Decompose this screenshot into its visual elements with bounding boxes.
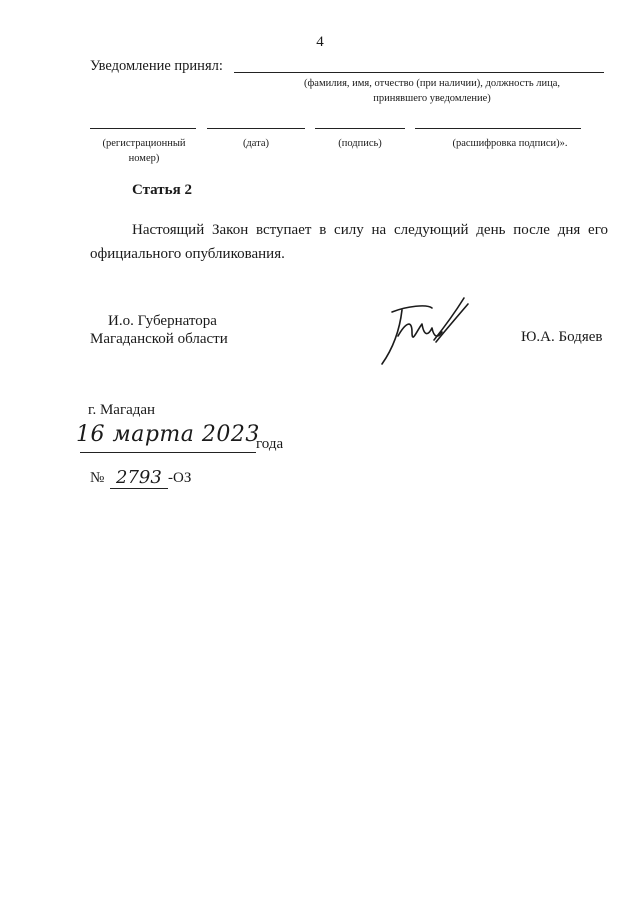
signature-caption: (подпись) xyxy=(338,138,382,149)
signature-decoding-caption: (расшифровка подписи)». xyxy=(452,138,568,149)
date-caption: (дата) xyxy=(242,138,270,149)
signatory-name: Ю.А. Бодяев xyxy=(521,329,603,345)
date-suffix: года xyxy=(256,436,284,452)
article-text: Настоящий Закон вступает в силу на следующий день после дня его официального опубликования. xyxy=(90,222,608,262)
page-number: 4 xyxy=(316,34,324,50)
law-number-underline xyxy=(110,488,168,489)
signature-line xyxy=(315,128,405,129)
signatory-position-line2: Магаданской области xyxy=(90,331,228,347)
date-line xyxy=(207,128,305,129)
law-number-suffix: -ОЗ xyxy=(168,470,192,486)
date-underline xyxy=(80,452,256,453)
law-number-prefix: № xyxy=(90,470,105,486)
handwritten-law-number: 2793 xyxy=(116,467,162,488)
place: г. Магадан xyxy=(88,402,156,418)
notice-label: Уведомление принял: xyxy=(90,58,223,74)
handwritten-date: 16 марта 2023 xyxy=(76,422,260,447)
handwritten-signature xyxy=(372,292,482,372)
reg-number-caption: (регистрационный номер) xyxy=(102,138,186,164)
signature-decoding-line xyxy=(415,128,581,129)
signatory-position xyxy=(90,312,228,348)
signatory-position-line1: И.о. Губернатора xyxy=(108,313,217,329)
fio-line xyxy=(234,72,604,73)
article-title: Статья 2 xyxy=(132,182,192,198)
fio-caption: (фамилия, имя, отчество (при наличии), должность лица, принявшего уведомление) xyxy=(303,78,561,104)
reg-number-line xyxy=(90,128,196,129)
